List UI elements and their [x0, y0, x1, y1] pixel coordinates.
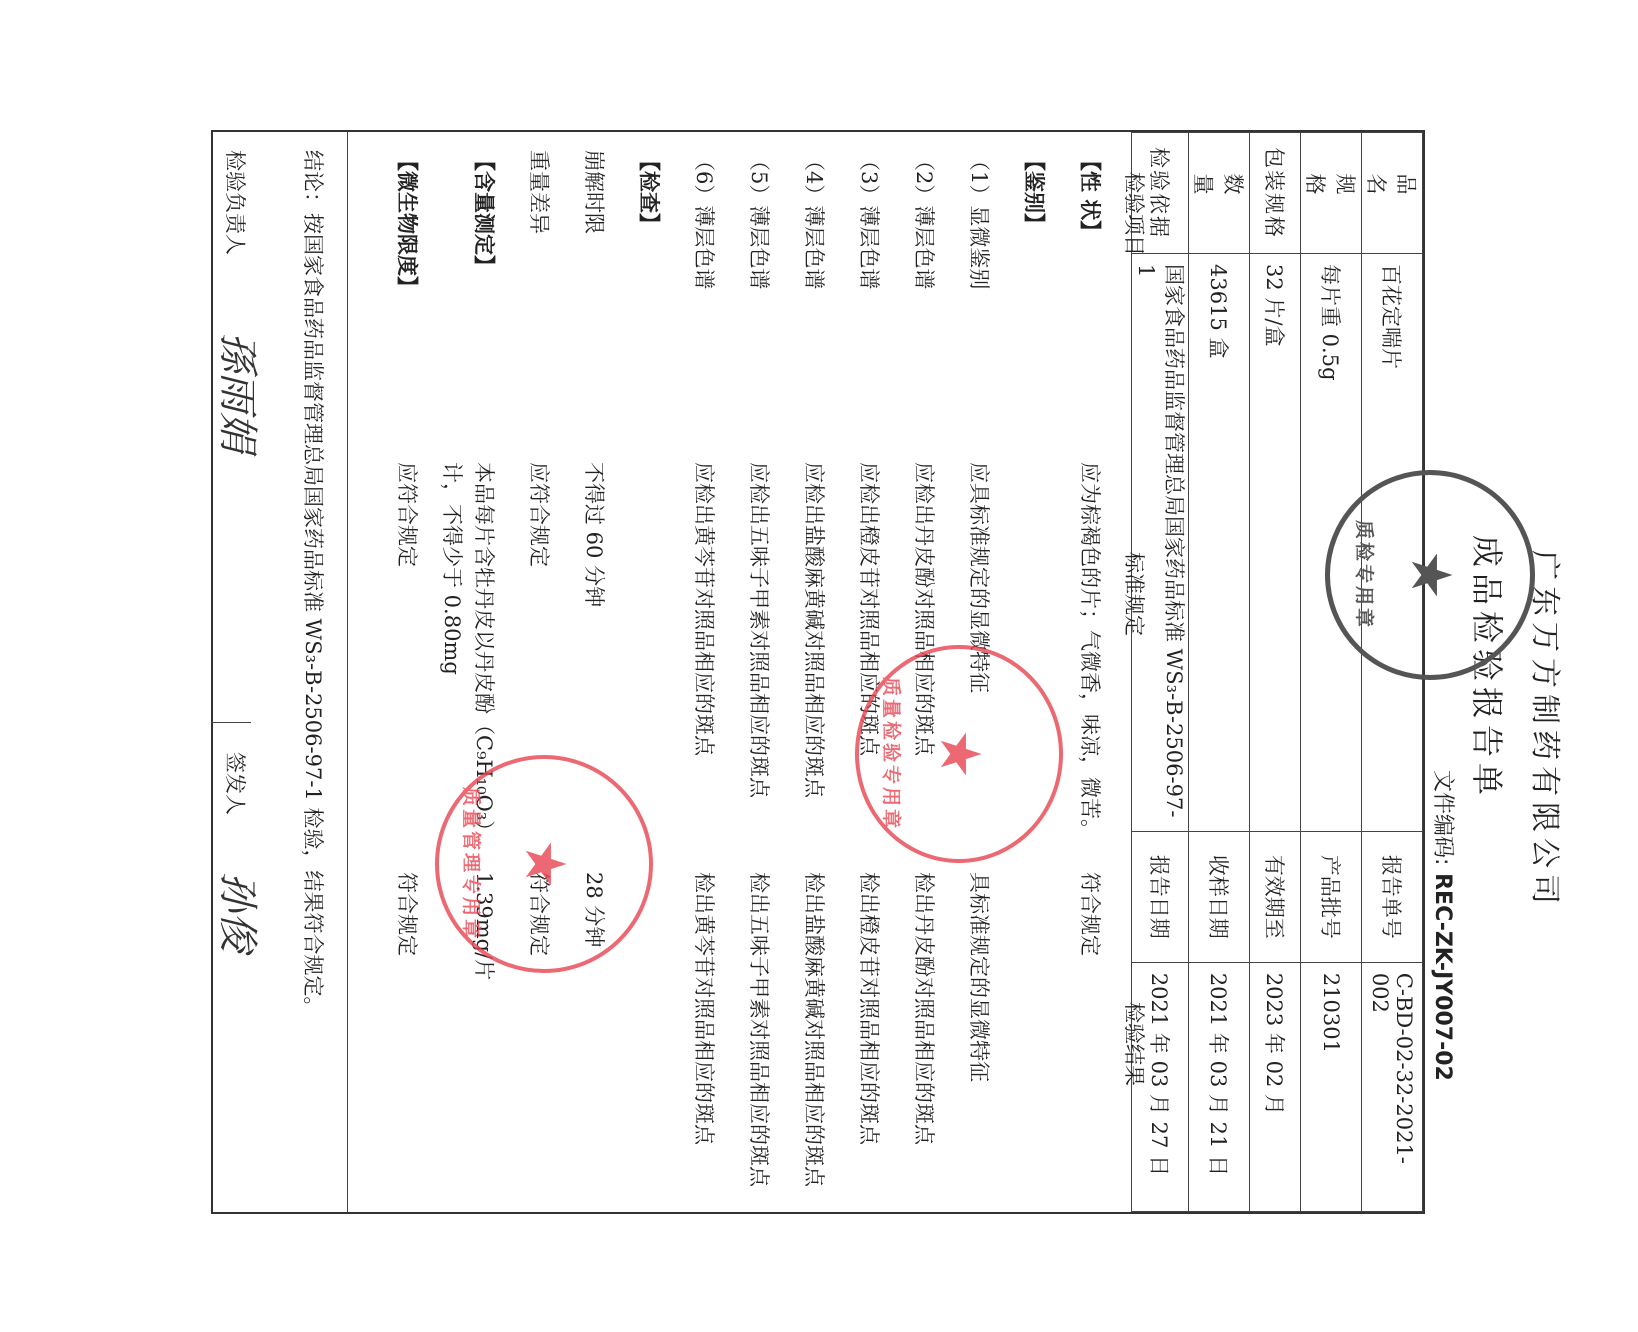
result-value: 符合规定	[1078, 872, 1102, 956]
result-value: 符合规定	[395, 872, 419, 956]
result-standard: 应检出橙皮苷对照品相应的斑点	[857, 462, 881, 756]
expiry: 2023 年 02 月	[1250, 962, 1301, 1211]
info-row	[1189, 133, 1250, 1212]
expiry-label: 有效期至	[1250, 831, 1301, 962]
result-value: 检出盐酸麻黄碱对照品相应的斑点	[802, 872, 826, 1187]
column-item: 检验项目	[1122, 172, 1146, 256]
result-row	[798, 132, 830, 1212]
report-frame	[211, 130, 1425, 1214]
result-item: （3）薄层色谱	[857, 150, 881, 290]
inspector-label: 检验负责人	[223, 150, 247, 255]
basis-label: 检验依据	[1132, 133, 1189, 254]
quality-inspection-stamp-red	[855, 645, 1063, 863]
document-code	[1429, 770, 1460, 1081]
result-row	[523, 132, 555, 1212]
result-standard: 应符合规定	[395, 462, 419, 567]
result-item: 重量差异	[527, 150, 551, 234]
result-value: 检出黄芩苷对照品相应的斑点	[692, 872, 716, 1145]
product-name-label: 品 名	[1362, 133, 1423, 254]
conclusion-block	[212, 132, 348, 1212]
basis: 国家食品药品监督管理总局国家药品标准 WS₃-B-2506-97-1	[1132, 254, 1189, 832]
document-code-value: REC-ZK-JY007-02	[1430, 873, 1455, 1081]
company-name: 广东万方制药有限公司	[1527, 550, 1562, 910]
product-name: 百花定喘片	[1362, 254, 1423, 832]
result-row	[853, 132, 885, 1212]
quality-management-stamp-red	[435, 755, 653, 973]
result-row	[578, 132, 610, 1212]
conclusion-text: 结论：按国家食品药品监督管理总局国家药品标准 WS₃-B-2506-97-1 检验，结果符合规定。	[301, 150, 325, 1018]
result-item: （6）薄层色谱	[692, 150, 716, 290]
result-standard: 应检出黄芩苷对照品相应的斑点	[692, 462, 716, 756]
result-row	[688, 132, 720, 1212]
result-standard: 应符合规定	[527, 462, 551, 567]
result-item: 崩解时限	[582, 150, 606, 234]
quantity: 43615 盒	[1189, 254, 1250, 832]
star-icon: ★	[512, 838, 577, 890]
star-icon: ★	[927, 728, 992, 780]
result-standard: 应为棕褐色的片；气微香，味凉，微苦。	[1078, 462, 1102, 840]
package: 32 片/盒	[1250, 254, 1301, 832]
package-label: 包装规格	[1250, 133, 1301, 254]
inspector-signature: 孫雨娟	[214, 332, 260, 452]
result-value: 符合规定	[527, 872, 551, 956]
approver-signature: 孙俊	[214, 872, 260, 952]
result-item: （4）薄层色谱	[802, 150, 826, 290]
report-no: C-BD-02-32-2021-002	[1362, 962, 1423, 1211]
spec-label: 规 格	[1301, 133, 1362, 254]
result-row	[440, 132, 500, 1212]
signature-divider	[211, 722, 251, 723]
result-row	[633, 132, 665, 1212]
receipt-date: 2021 年 03 月 21 日	[1189, 962, 1250, 1211]
stamp-red2-text: 质量管理专用章	[460, 786, 482, 941]
result-standard: 应检出五味子甲素对照品相应的斑点	[747, 462, 771, 798]
info-table	[1131, 132, 1423, 1212]
result-item: 【含量测定】	[472, 150, 497, 276]
quality-inspection-stamp-gray	[1325, 470, 1535, 680]
result-standard: 应检出丹皮酚对照品相应的斑点	[912, 462, 936, 756]
spec: 每片重 0.5g	[1301, 254, 1362, 832]
column-header-row	[1118, 132, 1150, 1212]
result-value: 1.39mg/片	[472, 872, 496, 981]
result-item: 【微生物限度】	[395, 150, 420, 297]
stamp-red1-text: 质量检验专用章	[880, 676, 902, 831]
batch: 210301	[1301, 962, 1362, 1211]
info-row	[1250, 133, 1301, 1212]
result-standard: 不得过 60 分钟	[582, 462, 606, 608]
stamp-gray-text: 质检专用章	[1353, 519, 1375, 630]
result-value: 具标准规定的显微特征	[967, 872, 991, 1082]
result-value: 检出橙皮苷对照品相应的斑点	[857, 872, 881, 1145]
result-item: 【鉴别】	[1022, 150, 1047, 234]
report-no-label: 报告单号	[1362, 831, 1423, 962]
result-standard: 应具标准规定的显微特征	[967, 462, 991, 693]
column-result: 检验结果	[1122, 1002, 1146, 1086]
star-icon: ★	[1398, 549, 1463, 601]
result-value: 检出丹皮酚对照品相应的斑点	[912, 872, 936, 1145]
result-value: 28 分钟	[582, 872, 606, 948]
result-value: 检出五味子甲素对照品相应的斑点	[747, 872, 771, 1187]
info-row	[1301, 133, 1362, 1212]
result-item: （2）薄层色谱	[912, 150, 936, 290]
column-standard: 标准规定	[1122, 552, 1146, 636]
result-item: 【性 状】	[1078, 150, 1103, 242]
result-standard: 应检出盐酸麻黄碱对照品相应的斑点	[802, 462, 826, 798]
result-item: 【检查】	[637, 150, 662, 234]
approver-label: 签发人	[223, 752, 247, 815]
report-title: 成品检验报告单	[1468, 535, 1506, 802]
batch-label: 产品批号	[1301, 831, 1362, 962]
report-date: 2021 年 03 月 27 日	[1132, 962, 1189, 1211]
result-standard: 本品每片含牡丹皮以丹皮酚（C₉H₁₀O₃）计，不得少于 0.80mg	[440, 462, 496, 842]
result-row	[391, 132, 423, 1212]
result-item: （5）薄层色谱	[747, 150, 771, 290]
receipt-label: 收样日期	[1189, 831, 1250, 962]
quantity-label: 数 量	[1189, 133, 1250, 254]
result-item: （1）显微鉴别	[967, 150, 991, 290]
result-row	[1074, 132, 1106, 1212]
report-date-label: 报告日期	[1132, 831, 1189, 962]
result-row	[743, 132, 775, 1212]
document-code-label: 文件编码:	[1430, 770, 1455, 866]
